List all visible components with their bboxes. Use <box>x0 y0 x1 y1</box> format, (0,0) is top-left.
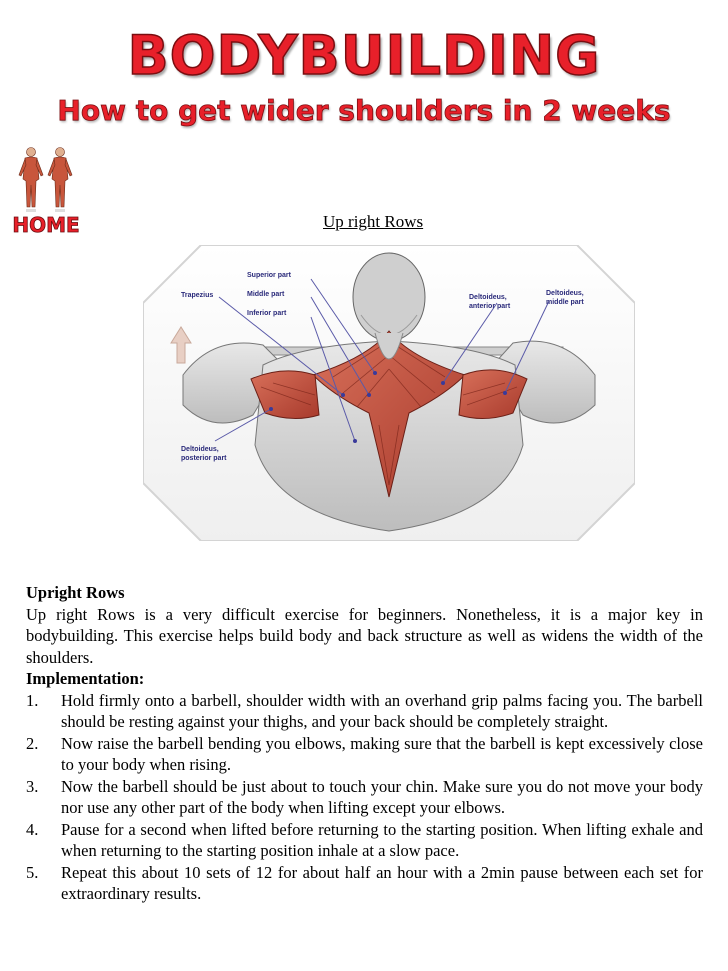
label-inferior-part: Inferior part <box>247 310 287 317</box>
step-text: Now raise the barbell bending you elbows, making sure that the barbell is kept excessively close to your body when rising. <box>61 733 703 774</box>
home-link[interactable] <box>10 145 82 241</box>
label-trapezius: Trapezius <box>181 292 214 299</box>
implementation-heading: Implementation: <box>26 669 145 688</box>
label-deltoid-posterior-2: posterior part <box>181 455 227 462</box>
article-body <box>26 582 703 905</box>
list-item <box>26 776 703 819</box>
step-number: 1. <box>26 690 39 710</box>
implementation-steps <box>26 690 703 905</box>
article-intro: Up right Rows is a very difficult exercise for beginners. Nonetheless, it is a major key in bodybuilding. This exercise helps build body and back structure as well as widens the width of the shoulders. <box>26 604 703 667</box>
step-number: 5. <box>26 862 39 882</box>
label-deltoid-anterior-2: anterior part <box>469 303 511 310</box>
list-item <box>26 819 703 862</box>
home-label[interactable]: HOME <box>12 213 80 237</box>
anatomy-figures-icon <box>14 145 78 215</box>
article-heading: Upright Rows <box>26 583 125 602</box>
list-item <box>26 733 703 776</box>
figure-caption: Up right Rows <box>323 212 424 231</box>
label-deltoid-middle-2: middle part <box>546 299 584 306</box>
list-item <box>26 862 703 905</box>
label-deltoid-posterior-1: Deltoideus, <box>181 446 219 453</box>
label-middle-part: Middle part <box>247 291 285 298</box>
label-deltoid-middle-1: Deltoideus, <box>546 290 584 297</box>
list-item <box>26 690 703 733</box>
label-superior-part: Superior part <box>247 272 291 279</box>
shoulder-anatomy-illustration <box>143 245 635 541</box>
step-number: 2. <box>26 733 39 753</box>
page-title: BODYBUILDING <box>127 24 601 87</box>
label-deltoid-anterior-1: Deltoideus, <box>469 294 507 301</box>
step-text: Now the barbell should be just about to touch your chin. Make sure you do not move your body nor use any other part of the body when lifting except your elbows. <box>61 776 703 817</box>
page-subtitle: How to get wider shoulders in 2 weeks <box>57 94 671 127</box>
step-text: Pause for a second when lifted before returning to the starting position. When lifting exhale and when returning to the starting position inhale at a slow pace. <box>61 819 703 860</box>
step-number: 3. <box>26 776 39 796</box>
step-number: 4. <box>26 819 39 839</box>
step-text: Hold firmly onto a barbell, shoulder width with an overhand grip palms facing you. The barbell should be resting against your thighs, and your back should be completely straight. <box>61 690 703 731</box>
step-text: Repeat this about 10 sets of 12 for about half an hour with a 2min pause between each set for extraordinary results. <box>61 862 703 903</box>
